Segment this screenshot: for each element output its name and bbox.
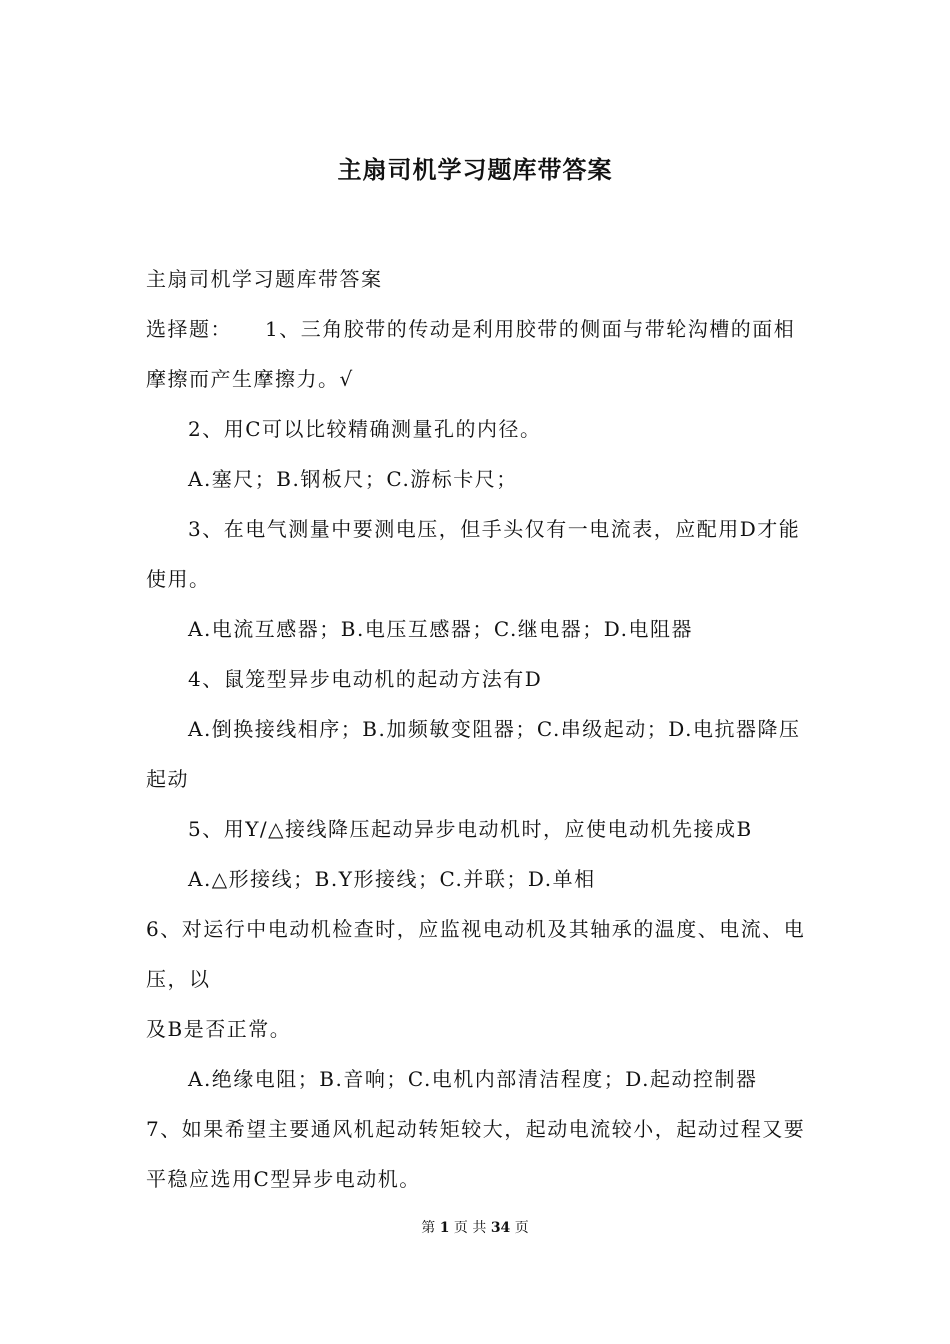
paragraph-q4: 4、鼠笼型异步电动机的起动方法有D	[188, 667, 543, 691]
paragraph-heading: 主扇司机学习题库带答案	[146, 267, 383, 291]
paragraph-q7: 7、如果希望主要通风机起动转矩较大，起动电流较小，起动过程又要平稳应选用C型异步电动机。	[146, 1117, 806, 1191]
paragraph-q6-cont: 及B是否正常。	[146, 1017, 292, 1041]
paragraph-q4-options: A.倒换接线相序；B.加频敏变阻器；C.串级起动；D.电抗器降压起动	[146, 717, 801, 791]
paragraph-q3: 3、在电气测量中要测电压，但手头仅有一电流表，应配用D才能使用。	[146, 517, 801, 591]
paragraph-q5: 5、用Y/△接线降压起动异步电动机时，应使电动机先接成B	[188, 817, 753, 841]
paragraph-q2: 2、用C可以比较精确测量孔的内径。	[188, 417, 542, 441]
paragraph-q5-options: A.△形接线；B.Y形接线；C.并联；D.单相	[188, 867, 596, 891]
paragraph-q1: 选择题： 1、三角胶带的传动是利用胶带的侧面与带轮沟槽的面相摩擦而产生摩擦力。√	[146, 317, 796, 391]
footer-page-total: 34	[490, 1220, 511, 1236]
footer-page-number: 1	[439, 1220, 450, 1236]
paragraph-q3-options: A.电流互感器；B.电压互感器；C.继电器；D.电阻器	[188, 617, 693, 641]
page-footer	[0, 1217, 950, 1237]
paragraph-q6-options: A.绝缘电阻；B.音响；C.电机内部清洁程度；D.起动控制器	[188, 1067, 758, 1091]
paragraph-q6: 6、对运行中电动机检查时，应监视电动机及其轴承的温度、电流、电压，以	[146, 917, 806, 991]
footer-prefix: 第	[421, 1220, 436, 1236]
document-body	[146, 254, 811, 1204]
document-title: 主扇司机学习题库带答案	[337, 155, 613, 184]
footer-suffix: 页	[514, 1220, 529, 1236]
footer-middle: 页 共	[453, 1220, 487, 1236]
paragraph-q2-options: A.塞尺；B.钢板尺；C.游标卡尺；	[188, 467, 518, 491]
